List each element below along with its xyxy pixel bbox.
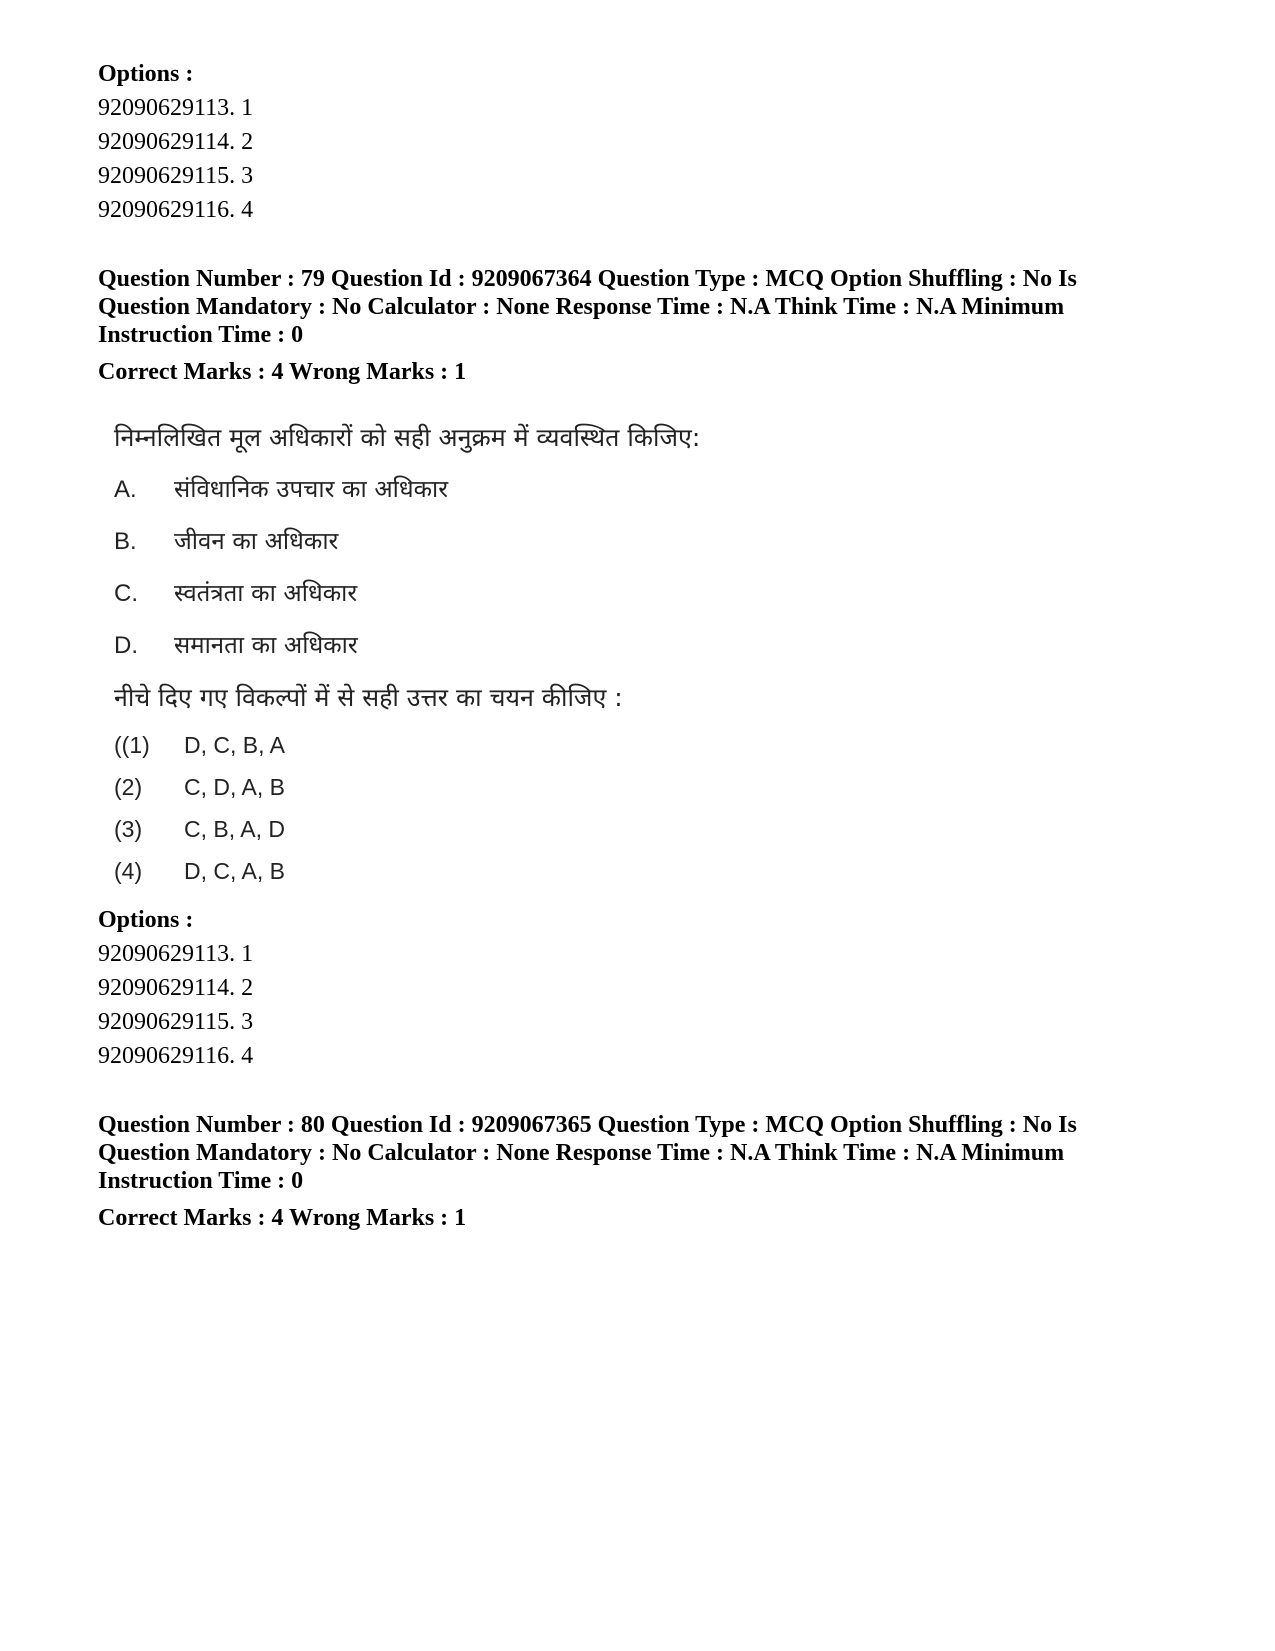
header-line: Question Mandatory : No Calculator : None Response Time : N.A Think Time : N.A Minimum xyxy=(98,1140,1065,1166)
statement-label: B. xyxy=(114,528,137,555)
options-title: Options : xyxy=(98,907,194,933)
previous-options-block xyxy=(98,57,1178,227)
question-79-marks: Correct Marks : 4 Wrong Marks : 1 xyxy=(98,359,467,385)
choice-text: D, C, B, A xyxy=(184,732,285,758)
choice-label: (3) xyxy=(114,816,143,842)
statement-item xyxy=(114,628,358,661)
question-79-header xyxy=(98,265,1178,349)
statement-item xyxy=(114,576,357,609)
statement-label: C. xyxy=(114,580,138,607)
header-line: Instruction Time : 0 xyxy=(98,1168,304,1194)
choice-text: C, D, A, B xyxy=(184,774,285,800)
statement-item xyxy=(114,472,448,505)
choice-text: C, B, A, D xyxy=(184,816,285,842)
option-line: 92090629115. 3 xyxy=(98,163,254,189)
header-line: Question Number : 79 Question Id : 9209067364 Question Type : MCQ Option Shuffling : No Is xyxy=(98,266,1077,292)
statement-label: D. xyxy=(114,632,138,659)
answer-choice xyxy=(114,774,285,801)
statement-text: समानता का अधिकार xyxy=(174,631,358,659)
statement-label: A. xyxy=(114,476,137,503)
statement-text: संविधानिक उपचार का अधिकार xyxy=(174,475,449,503)
option-line: 92090629114. 2 xyxy=(98,129,254,155)
option-line: 92090629115. 3 xyxy=(98,1009,254,1035)
option-line: 92090629116. 4 xyxy=(98,197,254,223)
statement-item xyxy=(114,524,338,557)
header-line: Question Mandatory : No Calculator : None Response Time : N.A Think Time : N.A Minimum xyxy=(98,294,1065,320)
question-79-options-block xyxy=(98,903,1178,1073)
answer-choice xyxy=(114,858,285,885)
question-80-marks: Correct Marks : 4 Wrong Marks : 1 xyxy=(98,1205,467,1231)
choice-text: D, C, A, B xyxy=(184,858,285,884)
statement-text: जीवन का अधिकार xyxy=(174,527,339,555)
header-line: Instruction Time : 0 xyxy=(98,322,304,348)
header-line: Question Number : 80 Question Id : 9209067365 Question Type : MCQ Option Shuffling : No Is xyxy=(98,1112,1077,1138)
option-line: 92090629113. 1 xyxy=(98,95,254,121)
choice-label: ((1) xyxy=(114,732,150,758)
options-title: Options : xyxy=(98,61,194,87)
question-79-content xyxy=(98,414,818,924)
answer-choice xyxy=(114,816,285,843)
question-80-header xyxy=(98,1111,1178,1195)
instruction-text: नीचे दिए गए विकल्पों में से सही उत्तर का चयन कीजिए : xyxy=(114,683,623,712)
statement-text: स्वतंत्रता का अधिकार xyxy=(174,579,358,607)
option-line: 92090629116. 4 xyxy=(98,1043,254,1069)
question-text: निम्नलिखित मूल अधिकारों को सही अनुक्रम में व्यवस्थित किजिए: xyxy=(114,423,701,452)
choice-label: (4) xyxy=(114,858,143,884)
choice-label: (2) xyxy=(114,774,143,800)
answer-choice xyxy=(114,732,285,759)
option-line: 92090629113. 1 xyxy=(98,941,254,967)
option-line: 92090629114. 2 xyxy=(98,975,254,1001)
